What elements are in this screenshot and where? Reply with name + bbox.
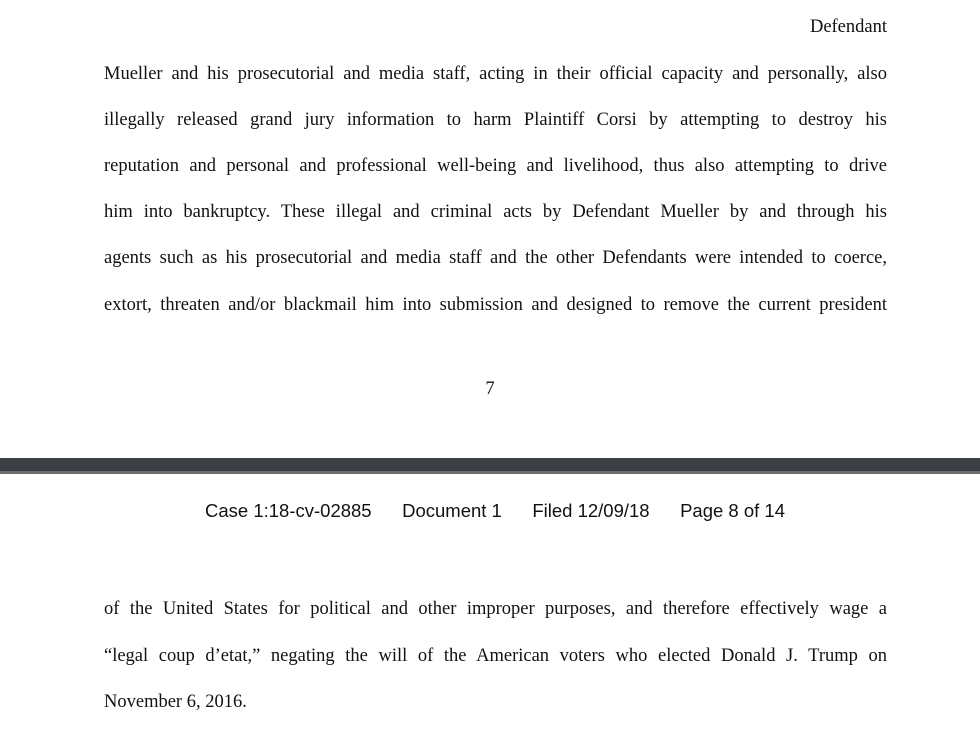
body-line: illegally released grand jury information to harm Plaintiff Corsi by attempting to destroy his (104, 110, 887, 130)
body-line: of the United States for political and other improper purposes, and therefore effectively wage a (104, 599, 887, 619)
page-count: Page 8 of 14 (680, 500, 785, 521)
case-number: Case 1:18-cv-02885 (205, 500, 372, 521)
body-line: extort, threaten and/or blackmail him into submission and designed to remove the current president (104, 295, 887, 315)
filed-date: Filed 12/09/18 (532, 500, 650, 521)
document-page-8 (0, 474, 980, 730)
body-line: November 6, 2016. (104, 692, 247, 712)
carryover-text: Defendant (809, 17, 887, 37)
page-number: 7 (485, 379, 495, 399)
body-line: agents such as his prosecutorial and media staff and the other Defendants were intended to coerce, (104, 248, 887, 268)
body-line: reputation and personal and professional well-being and livelihood, thus also attempting to drive (104, 156, 887, 176)
body-line: Mueller and his prosecutorial and media staff, acting in their official capacity and personally, also (104, 64, 887, 84)
body-line: him into bankruptcy. These illegal and criminal acts by Defendant Mueller by and through his (104, 202, 887, 222)
page-separator (0, 458, 980, 474)
body-line: “legal coup d’etat,” negating the will of the American voters who elected Donald J. Trump on (104, 646, 887, 666)
document-number: Document 1 (402, 500, 502, 521)
case-header (205, 500, 785, 522)
